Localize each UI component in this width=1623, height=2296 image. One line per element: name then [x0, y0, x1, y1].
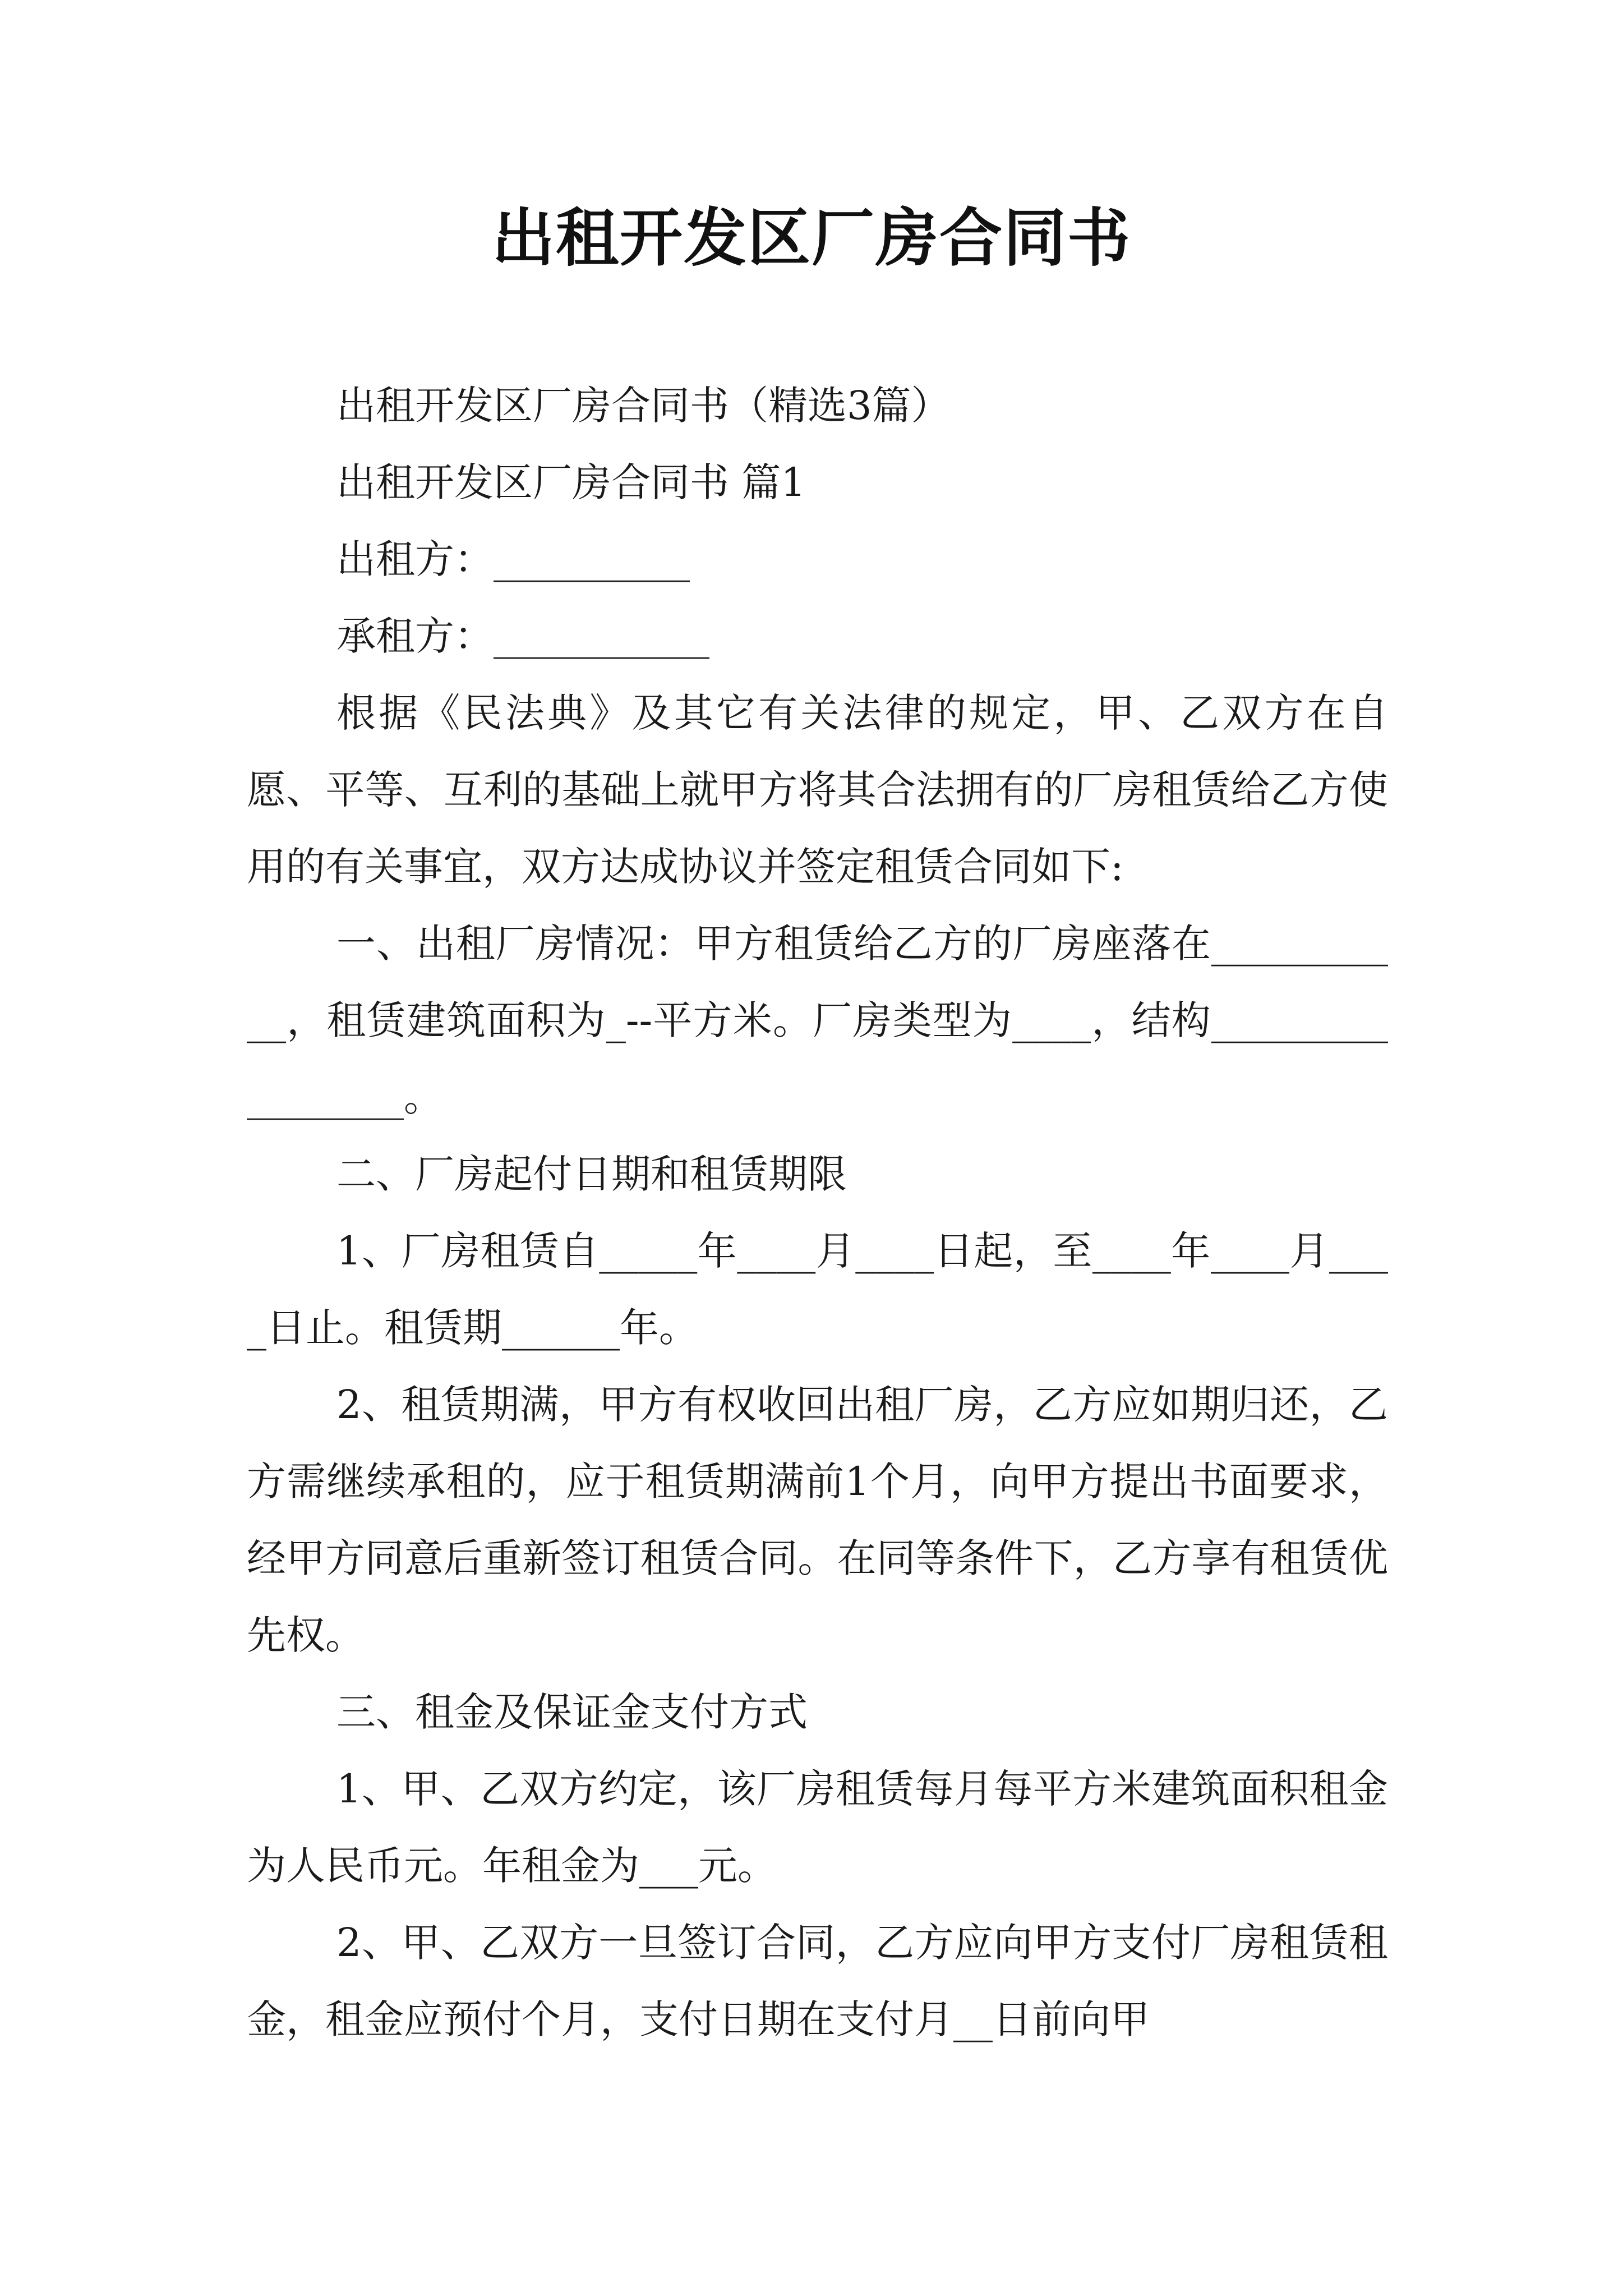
paragraph-preamble: 根据《民法典》及其它有关法律的规定，甲、乙双方在自愿、平等、互利的基础上就甲方将其合法拥有的厂房租赁给乙方使用的有关事宜，双方达成协议并签定租赁合同如下: — [247, 690, 1388, 890]
document-title: 出租开发区厂房合同书 — [492, 201, 1131, 275]
paragraph-subtitle: 出租开发区厂房合同书（精选3篇） — [336, 383, 951, 429]
paragraph-clause-2-1: 1、厂房租赁自_____年____月____日起，至____年____月____日止。租赁期______年。 — [247, 1228, 1388, 1351]
paragraph-clause-3-2: 2、甲、乙双方一旦签订合同，乙方应向甲方支付厂房租赁租金，租金应预付个月，支付日期在支付月__日前向甲 — [247, 1920, 1388, 2042]
paragraph-clause-1: 一、出租厂房情况：甲方租赁给乙方的厂房座落在___________，租赁建筑面积为_--平方米。厂房类型为____，结构_________________。 — [247, 921, 1388, 1120]
paragraph-clause-3-heading: 三、租金及保证金支付方式 — [336, 1689, 808, 1735]
paragraph-section-heading: 出租开发区厂房合同书 篇1 — [336, 459, 806, 505]
paragraph-lessee: 承租方：___________ — [336, 613, 709, 659]
paragraph-lessor: 出租方：__________ — [336, 536, 690, 582]
paragraph-clause-2-2: 2、租赁期满，甲方有权收回出租厂房，乙方应如期归还，乙方需继续承租的，应于租赁期满前1个月，向甲方提出书面要求，经甲方同意后重新签订租赁合同。在同等条件下，乙方享有租赁优先权。 — [247, 1382, 1388, 1658]
document-body — [247, 367, 1388, 2058]
paragraph-clause-2-heading: 二、厂房起付日期和租赁期限 — [336, 1151, 847, 1197]
paragraph-clause-3-1: 1、甲、乙双方约定，该厂房租赁每月每平方米建筑面积租金为人民币元。年租金为___元。 — [247, 1766, 1388, 1889]
